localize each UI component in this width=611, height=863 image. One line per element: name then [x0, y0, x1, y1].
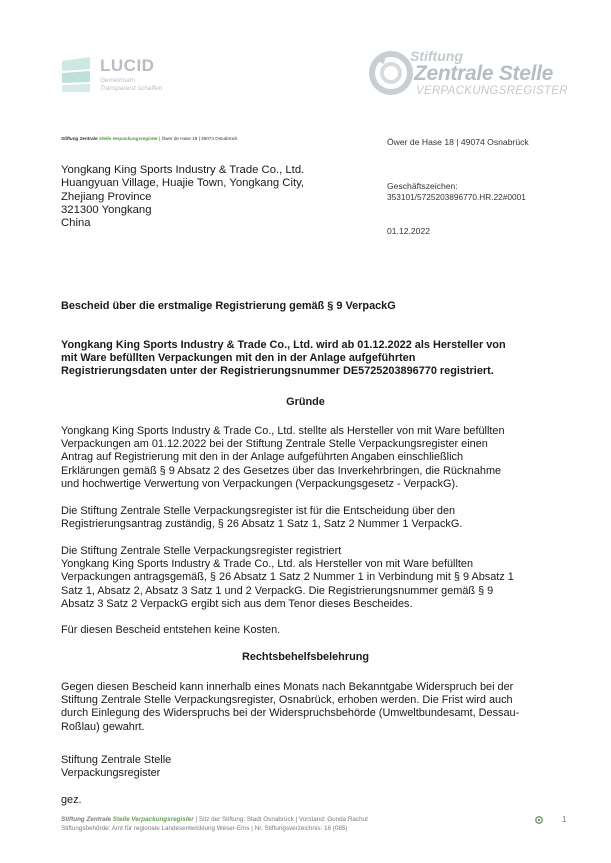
- paragraph-line: Verpackungen am 01.12.2022 bei der Stiftung Zentrale Stelle Verpackungsregister einen: [61, 438, 488, 451]
- sender-line-part3: | Öwer de Hase 18 | 49074 Osnabrück: [159, 136, 238, 141]
- lucid-logo: [60, 55, 190, 97]
- footer: [61, 815, 368, 833]
- signature-line: Stiftung Zentrale Stelle: [61, 754, 172, 766]
- logo-zentrale-stelle-text: Zentrale Stelle: [414, 62, 554, 85]
- footer-line2: Stiftungsbehörde: Amt für regionale Landesentwicklung Weser-Ems | Nr. Stiftungsverzeichnis: 16 (085): [61, 825, 348, 832]
- lucid-wordmark: LUCID: [100, 56, 155, 75]
- subject-heading: Bescheid über die erstmalige Registrierung gemäß § 9 VerpackG: [61, 300, 396, 312]
- letter-date: 01.12.2022: [387, 226, 431, 236]
- recipient-line: Zhejiang Province: [61, 190, 152, 203]
- gez-mark: gez.: [61, 794, 82, 806]
- signature-block: [61, 754, 171, 780]
- reference-number: 353101/5725203896770.HR.22#0001: [387, 192, 526, 202]
- paragraph-line: Registrierungsantrag zuständig, § 26 Absatz 1 Satz 1, Satz 2 Nummer 1 VerpackG.: [61, 518, 463, 531]
- recipient-line: China: [61, 217, 91, 230]
- sender-line: [61, 136, 237, 141]
- footer-line1-rest: | Sitz der Stiftung: Stadt Osnabrück | Vorstand: Gunda Rachut: [195, 816, 368, 823]
- lucid-tagline-2: Transparenz schaffen: [100, 85, 163, 92]
- reference-label: Geschäftszeichen:: [387, 181, 458, 191]
- paragraph-line: Stiftung Zentrale Stelle Verpackungsregister, Osnabrück, erhoben werden. Die Frist wird auch: [61, 694, 513, 707]
- paragraph-5: [61, 681, 519, 734]
- footer-logo-icon: [535, 816, 543, 824]
- recipient-line: Huangyuan Village, Huajie Town, Yongkang City,: [61, 177, 305, 190]
- recipient-line: 321300 Yongkang: [61, 203, 152, 216]
- sender-line-part2: Stelle Verpackungsregister: [98, 136, 158, 141]
- paragraph-4: Für diesen Bescheid entstehen keine Kosten.: [61, 624, 281, 636]
- footer-verpackungsregister: Stelle Verpackungsregister: [112, 816, 194, 823]
- logo-verpackungsregister-text: VERPACKUNGSREGISTER: [416, 85, 568, 97]
- zentrale-stelle-logo: [368, 48, 578, 100]
- lucid-tagline-1: Gemeinsam: [100, 77, 136, 84]
- paragraph-line: Die Stiftung Zentrale Stelle Verpackungsregister ist für die Entscheidung über den: [61, 505, 456, 517]
- recycle-mark-icon: [368, 50, 414, 96]
- lead-line: mit Ware befüllten Verpackungen mit den in der Anlage aufgeführten: [61, 352, 416, 365]
- signature-line: Verpackungsregister: [61, 767, 161, 780]
- lucid-mark-icon: [60, 55, 94, 93]
- recipient-line: Yongkang King Sports Industry & Trade Co., Ltd.: [61, 164, 305, 176]
- paragraph-line: Die Stiftung Zentrale Stelle Verpackungsregister registriert: [61, 545, 342, 557]
- info-address: Öwer de Hase 18 | 49074 Osnabrück: [387, 137, 529, 147]
- paragraph-line: Roßlau) gewahrt.: [61, 720, 145, 733]
- paragraph-2: [61, 505, 462, 531]
- paragraph-line: und hochwertige Verwertung von Verpackungen (Verpackungsgesetz - VerpackG).: [61, 477, 459, 490]
- paragraph-1: [61, 425, 505, 491]
- paragraph-line: Gegen diesen Bescheid kann innerhalb eines Monats nach Bekanntgabe Widerspruch bei der: [61, 681, 514, 693]
- paragraph-line: Absatz 3 Satz 2 VerpackG ergibt sich aus dem Tenor dieses Bescheides.: [61, 597, 413, 610]
- paragraph-line: durch Einlegung des Widerspruchs bei der Widerspruchsbehörde (Umweltbundesamt, Dessau-: [61, 707, 520, 720]
- lead-line: Registrierungsdaten unter der Registrierungsnummer DE5725203896770 registriert.: [61, 365, 494, 378]
- paragraph-line: Verpackungen antragsgemäß, § 26 Absatz 1 Satz 2 Nummer 1 in Verbindung mit § 9 Absatz 1: [61, 571, 514, 584]
- recipient-address: [61, 164, 304, 230]
- paragraph-line: Yongkang King Sports Industry & Trade Co., Ltd. als Hersteller von mit Ware befüllten: [61, 558, 474, 571]
- page-number: 1: [562, 815, 567, 824]
- lead-line: Yongkang King Sports Industry & Trade Co., Ltd. wird ab 01.12.2022 als Hersteller von: [61, 339, 506, 351]
- heading-rechtsbehelfsbelehrung: Rechtsbehelfsbelehrung: [241, 651, 370, 663]
- paragraph-line: Erklärungen gemäß § 9 Absatz 2 des Gesetzes über das Inverkehrbringen, die Rücknahme: [61, 464, 502, 477]
- heading-gruende: Gründe: [286, 396, 325, 408]
- footer-stiftung: Stiftung Zentrale: [61, 816, 112, 823]
- paragraph-line: Yongkang King Sports Industry & Trade Co., Ltd. stellte als Hersteller von mit Ware befüllten: [61, 425, 505, 437]
- paragraph-3: [61, 545, 514, 611]
- paragraph-line: Satz 1, Absatz 2, Absatz 3 Satz 1 und 2 VerpackG. Die Registrierungsnummer gemäß § 9: [61, 584, 494, 597]
- lead-paragraph: [61, 339, 506, 379]
- sender-line-part1: Stiftung Zentrale: [61, 136, 98, 141]
- logo-stiftung-text: Stiftung: [410, 48, 463, 64]
- paragraph-line: Antrag auf Registrierung mit den in der Anlage aufgeführten Angaben einschließlich: [61, 451, 464, 464]
